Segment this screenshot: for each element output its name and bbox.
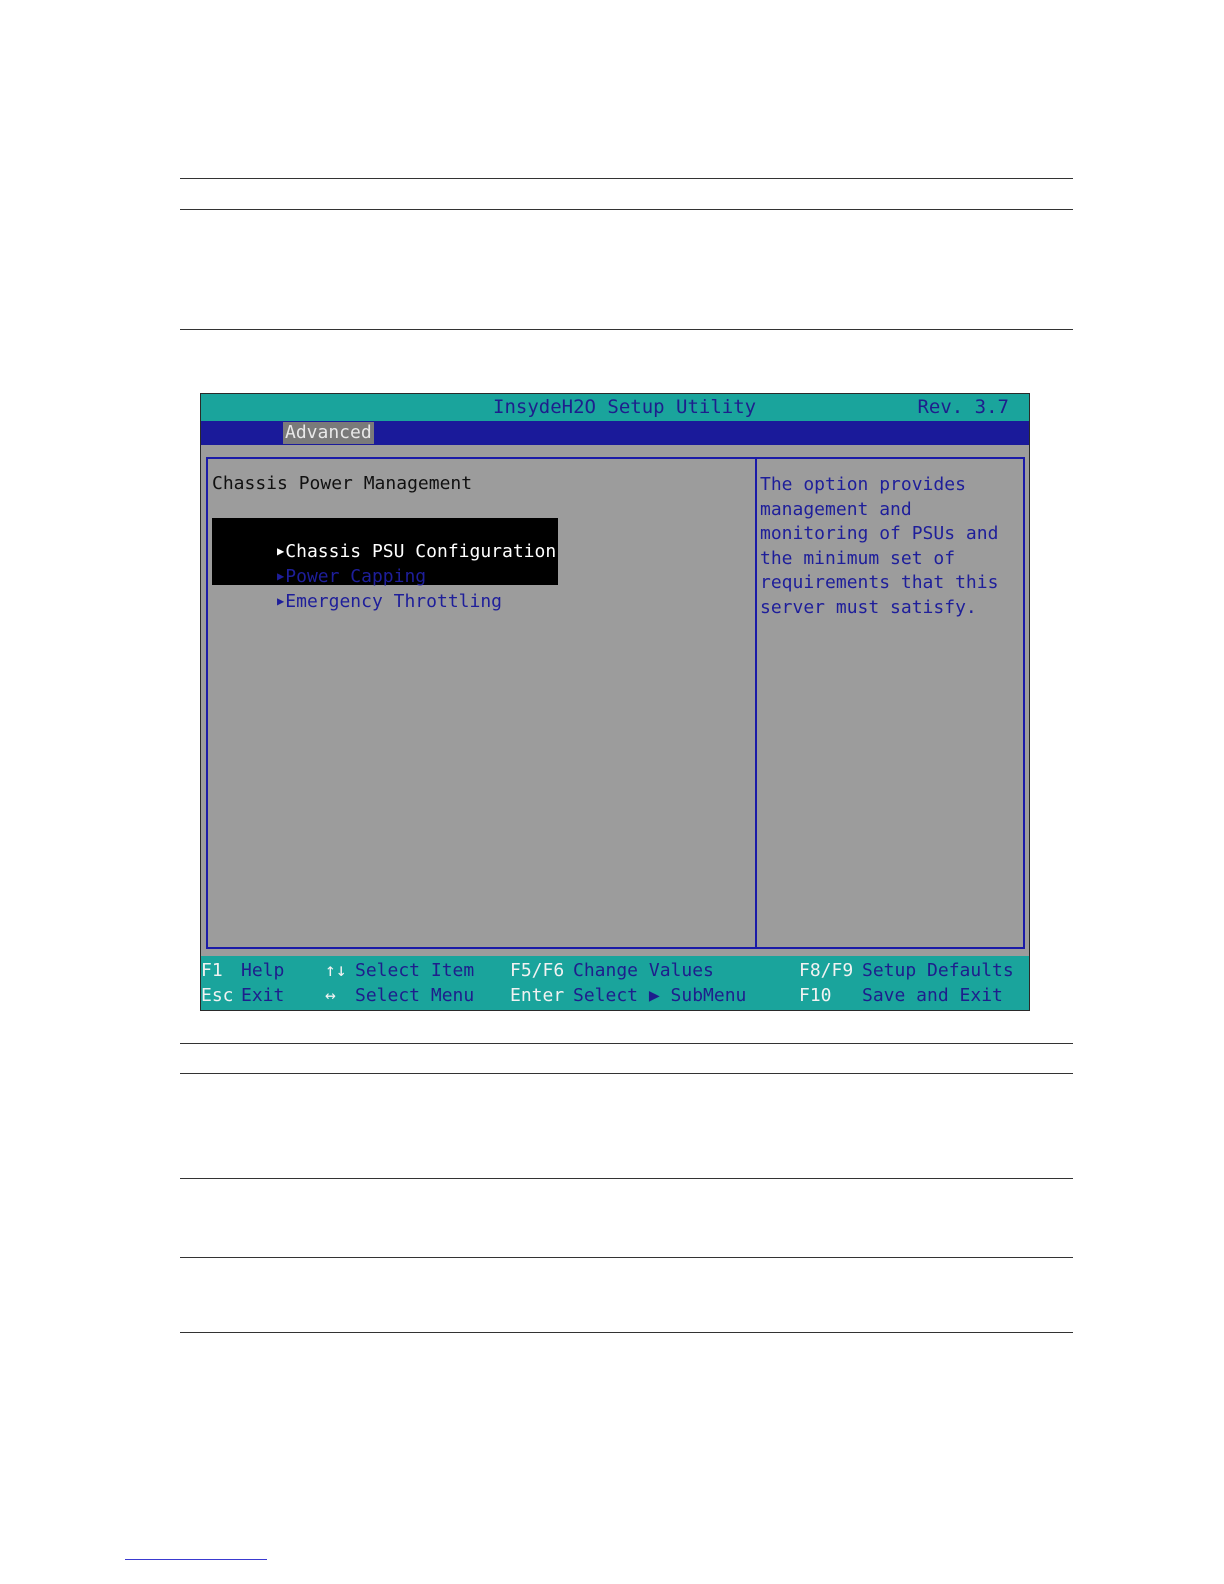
shortcut-select-submenu [510, 983, 747, 1008]
page-rule [180, 209, 1073, 210]
page-rule [180, 1073, 1073, 1074]
shortcut-key: F1 [201, 960, 223, 981]
shortcut-action: Change Values [573, 960, 714, 981]
shortcut-key: ↑↓ [325, 960, 347, 981]
page-rule [180, 1043, 1073, 1044]
help-line: monitoring of PSUs and [760, 523, 999, 545]
page-rule [180, 1178, 1073, 1179]
shortcut-change-values [510, 958, 714, 983]
bios-title-bar [201, 394, 1029, 421]
bios-content-frame [206, 457, 1025, 949]
shortcut-key: F8/F9 [799, 960, 854, 981]
submenu-arrow-icon: ▶ [277, 569, 285, 583]
panel-divider [755, 459, 757, 947]
help-line: server must satisfy. [760, 596, 977, 618]
page-rule [180, 1257, 1073, 1258]
shortcut-select-item [325, 958, 475, 983]
menu-item-label: Emergency Throttling [285, 591, 503, 612]
shortcut-action: Select ▶ SubMenu [573, 985, 747, 1006]
bios-menu-bar [201, 421, 1029, 445]
bios-revision: Rev. 3.7 [917, 396, 1009, 418]
help-panel [760, 473, 1020, 621]
shortcut-key: Enter [510, 985, 565, 1006]
tab-advanced[interactable]: Advanced [285, 422, 372, 443]
shortcut-help [201, 958, 285, 983]
menu-item-emergency-throttling[interactable] [212, 568, 504, 635]
menu-item-label: Power Capping [285, 566, 427, 587]
shortcut-action: Help [241, 960, 285, 981]
footnote-separator [125, 1559, 267, 1560]
shortcut-key: F10 [799, 985, 832, 1006]
shortcut-setup-defaults [799, 958, 1014, 983]
bios-status-bar [201, 956, 1029, 1010]
bios-setup-screen [200, 393, 1030, 1011]
menu-item-label: Chassis PSU Configuration [285, 541, 557, 562]
bios-title: InsydeH2O Setup Utility [493, 396, 757, 418]
page-rule [180, 329, 1073, 330]
shortcut-key: F5/F6 [510, 960, 565, 981]
page-rule [180, 1332, 1073, 1333]
help-line: requirements that this [760, 572, 999, 594]
shortcut-action: Select Menu [355, 985, 475, 1006]
help-line: The option provides [760, 474, 966, 495]
shortcut-save-exit [799, 983, 1003, 1008]
shortcut-key: Esc [201, 985, 234, 1006]
shortcut-select-menu [325, 983, 475, 1008]
shortcut-action: Setup Defaults [862, 960, 1014, 981]
shortcut-action: Save and Exit [862, 985, 1003, 1006]
section-title: Chassis Power Management [212, 473, 473, 494]
shortcut-key: ↔ [325, 985, 336, 1006]
submenu-arrow-icon: ▶ [277, 594, 285, 608]
help-line: the minimum set of [760, 547, 956, 569]
submenu-arrow-icon: ▶ [277, 544, 285, 558]
page-rule [180, 178, 1073, 179]
shortcut-exit [201, 983, 285, 1008]
shortcut-action: Select Item [355, 960, 475, 981]
shortcut-action: Exit [241, 985, 285, 1006]
help-line: management and [760, 498, 912, 520]
